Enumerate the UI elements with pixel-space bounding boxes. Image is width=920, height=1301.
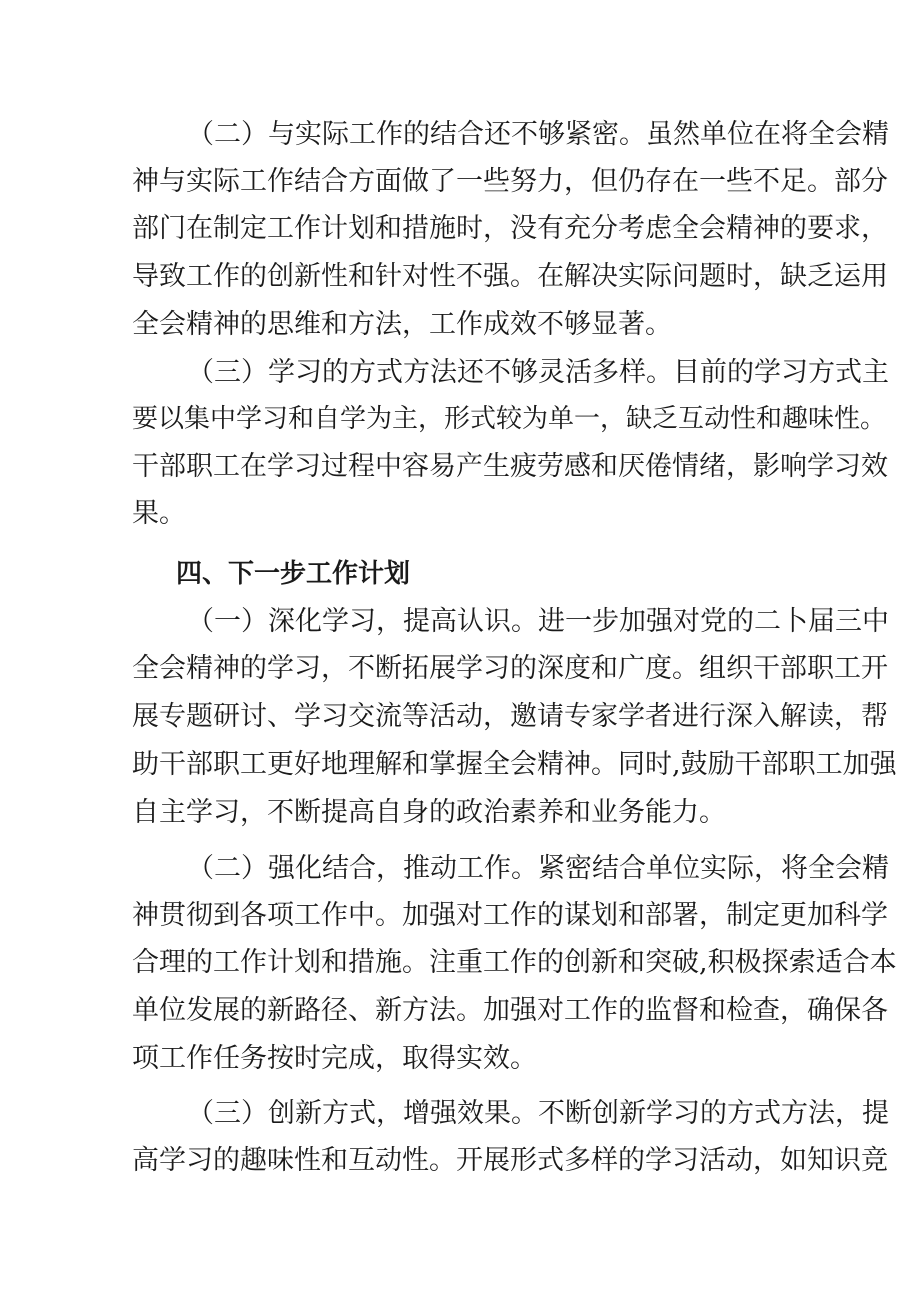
text-line: 要以集中学习和自学为主，形式较为单一，缺乏互动性和趣味性。 xyxy=(132,404,887,434)
text-line: （三）创新方式，增强效果。不断创新学习的方式方法，提 xyxy=(187,1098,889,1129)
text-line: 神贯彻到各项工作中。加强对工作的谋划和部署，制定更加科学 xyxy=(132,900,888,931)
text-line: 部门在制定工作计划和措施时，没有充分考虑全会精神的要求， xyxy=(132,213,888,244)
text-line: （二）强化结合，推动工作。紧密结合单位实际，将全会精 xyxy=(187,853,889,884)
text-line: 神与实际工作结合方面做了一些努力，但仍存在一些不足。部分 xyxy=(132,166,888,197)
text-line: 助干部职工更好地理解和掌握全会精神。同时,鼓励干部职工加强 xyxy=(132,749,897,780)
text-line: 合理的工作计划和措施。注重工作的创新和突破,积极探索适合本 xyxy=(132,947,897,978)
text-line: 展专题研讨、学习交流等活动，邀请专家学者进行深入解读，帮 xyxy=(132,701,888,732)
text-line: 全会精神的思维和方法，工作成效不够显著。 xyxy=(132,309,672,340)
text-line: 导致工作的创新性和针对性不强。在解决实际问题时，缺乏运用 xyxy=(132,261,888,292)
text-line: （一）深化学习，提高认识。进一步加强对党的二卜届三中 xyxy=(187,606,889,637)
text-line: （三）学习的方式方法还不够灵活多样。目前的学习方式主 xyxy=(187,357,889,388)
text-line: 全会精神的学习，不断拓展学习的深度和广度。组织干部职工开 xyxy=(132,653,888,684)
text-line: 果。 xyxy=(132,498,186,529)
text-line: 单位发展的新路径、新方法。加强对工作的监督和检查，确保各 xyxy=(132,995,888,1026)
text-line: 高学习的趣味性和互动性。开展形式多样的学习活动，如知识竞 xyxy=(132,1145,888,1176)
text-line: 干部职工在学习过程中容易产生疲劳感和厌倦情绪，影响学习效 xyxy=(132,451,888,482)
text-line: 项工作任务按时完成，取得实效。 xyxy=(132,1043,537,1074)
text-line: （二）与实际工作的结合还不够紧密。虽然单位在将全会精 xyxy=(187,119,889,150)
section-heading: 四、下一步工作计划 xyxy=(176,559,411,589)
text-line: 自主学习，不断提高自身的政治素养和业务能力。 xyxy=(132,797,726,828)
